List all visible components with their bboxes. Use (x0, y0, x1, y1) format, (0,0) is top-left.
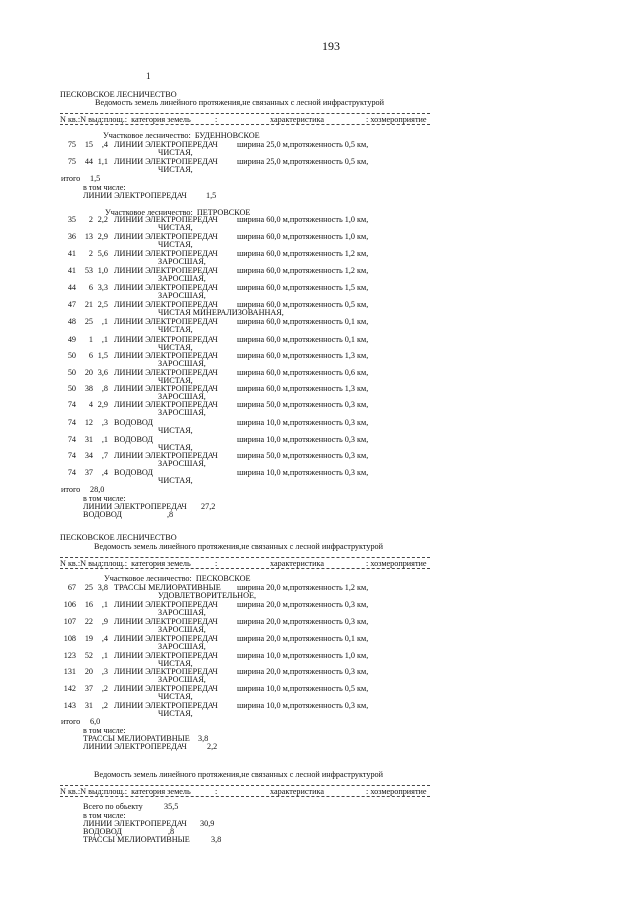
object-total-label: Всего по обьекту (83, 802, 143, 811)
included-name: ЛИНИИ ЭЛЕКТРОПЕРЕДАЧ (83, 742, 187, 751)
row-area: 2,5 (97, 300, 108, 309)
row-characteristic: ширина 60,0 м,протяженность 1,2 км, (237, 266, 369, 275)
row-category: ЛИНИИ ЭЛЕКТРОПЕРЕДАЧ (114, 215, 218, 224)
row-characteristic: ширина 25,0 м,протяженность 0,5 км, (237, 140, 369, 149)
row-vydel: 25 (84, 317, 93, 326)
row-kvartal: 131 (63, 667, 76, 676)
row-kvartal: 142 (63, 684, 76, 693)
included-value: ,8 (168, 827, 175, 836)
row-characteristic: ширина 60,0 м,протяженность 0,5 км, (237, 300, 369, 309)
row-condition: ЗАРОСШАЯ, (158, 625, 206, 634)
row-characteristic: ширина 60,0 м,протяженность 0,6 км, (237, 368, 369, 377)
row-vydel: 20 (84, 368, 93, 377)
row-category: ЛИНИИ ЭЛЕКТРОПЕРЕДАЧ (114, 651, 218, 660)
row-category: ЛИНИИ ЭЛЕКТРОПЕРЕДАЧ (114, 684, 218, 693)
row-condition: ЗАРОСШАЯ, (158, 274, 206, 283)
row-category: ЛИНИИ ЭЛЕКТРОПЕРЕДАЧ (114, 384, 218, 393)
row-area: 2,9 (97, 400, 108, 409)
statement-title: Ведомость земель линейного протяжения,не связанных с лесной инфраструктурой (95, 98, 385, 107)
row-vydel: 20 (84, 667, 93, 676)
row-condition: ЧИСТАЯ, (158, 325, 193, 334)
row-category: ЛИНИИ ЭЛЕКТРОПЕРЕДАЧ (114, 451, 218, 460)
row-area: 3,8 (97, 583, 108, 592)
header-col-characteristic: характеристика (270, 559, 324, 568)
row-kvartal: 75 (67, 157, 76, 166)
row-category: ЛИНИИ ЭЛЕКТРОПЕРЕДАЧ (114, 617, 218, 626)
total-label: итого (61, 717, 81, 726)
row-kvartal: 35 (67, 215, 76, 224)
row-kvartal: 143 (63, 701, 76, 710)
row-kvartal: 50 (67, 368, 76, 377)
row-condition: УДОВЛЕТВОРИТЕЛЬНОЕ, (158, 591, 257, 600)
row-characteristic: ширина 60,0 м,протяженность 1,3 км, (237, 351, 369, 360)
row-category: ЛИНИИ ЭЛЕКТРОПЕРЕДАЧ (114, 157, 218, 166)
row-vydel: 21 (84, 300, 93, 309)
row-characteristic: ширина 10,0 м,протяженность 0,3 км, (237, 418, 369, 427)
row-condition: ЧИСТАЯ, (158, 376, 193, 385)
included-name: ВОДОВОД (83, 827, 123, 836)
row-category: ЛИНИИ ЭЛЕКТРОПЕРЕДАЧ (114, 300, 218, 309)
included-label: в том числе: (83, 726, 126, 735)
row-characteristic: ширина 60,0 м,протяженность 1,0 км, (237, 215, 369, 224)
row-vydel: 52 (84, 651, 93, 660)
row-category: ЛИНИИ ЭЛЕКТРОПЕРЕДАЧ (114, 400, 218, 409)
row-vydel: 19 (84, 634, 93, 643)
row-area: ,9 (101, 617, 108, 626)
row-characteristic: ширина 60,0 м,протяженность 0,1 км, (237, 335, 369, 344)
row-area: ,7 (101, 451, 108, 460)
dashed-rule (60, 124, 430, 125)
row-characteristic: ширина 60,0 м,протяженность 1,5 км, (237, 283, 369, 292)
included-value: 3,8 (198, 734, 209, 743)
row-area: 2,9 (97, 232, 108, 241)
row-category: ЛИНИИ ЭЛЕКТРОПЕРЕДАЧ (114, 317, 218, 326)
row-category: ЛИНИИ ЭЛЕКТРОПЕРЕДАЧ (114, 368, 218, 377)
row-characteristic: ширина 60,0 м,протяженность 1,0 км, (237, 232, 369, 241)
dashed-rule (60, 557, 430, 558)
included-value: 30,9 (200, 819, 215, 828)
row-condition: ЧИСТАЯ, (158, 426, 193, 435)
row-condition: ЧИСТАЯ, (158, 709, 193, 718)
dashed-rule (60, 785, 430, 786)
row-area: ,2 (101, 684, 108, 693)
row-category: ЛИНИИ ЭЛЕКТРОПЕРЕДАЧ (114, 283, 218, 292)
row-area: ,1 (101, 335, 108, 344)
row-characteristic: ширина 10,0 м,протяженность 0,3 км, (237, 435, 369, 444)
row-category: ВОДОВОД (114, 435, 154, 444)
row-kvartal: 74 (67, 400, 76, 409)
row-vydel: 22 (84, 617, 93, 626)
header-col-characteristic: характеристика (270, 115, 324, 124)
included-value: ,8 (167, 510, 174, 519)
row-category: ЛИНИИ ЭЛЕКТРОПЕРЕДАЧ (114, 335, 218, 344)
row-condition: ЧИСТАЯ, (158, 476, 193, 485)
total-value: 28,0 (90, 485, 105, 494)
header-separator: : (215, 787, 218, 796)
included-name: ТРАССЫ МЕЛИОРАТИВНЫЕ (83, 734, 190, 743)
row-condition: ЗАРОСШАЯ, (158, 257, 206, 266)
row-category: ЛИНИИ ЭЛЕКТРОПЕРЕДАЧ (114, 701, 218, 710)
row-condition: ЧИСТАЯ, (158, 165, 193, 174)
row-characteristic: ширина 50,0 м,протяженность 0,3 км, (237, 400, 369, 409)
included-value: 3,8 (211, 835, 222, 844)
statement-title: Ведомость земель линейного протяжения,не связанных с лесной инфраструктурой (94, 542, 384, 551)
included-value: 27,2 (201, 502, 216, 511)
row-condition: ЗАРОСШАЯ, (158, 459, 206, 468)
row-area: 1,5 (97, 351, 108, 360)
row-kvartal: 74 (67, 451, 76, 460)
row-condition: ЗАРОСШАЯ, (158, 642, 206, 651)
row-kvartal: 41 (67, 249, 76, 258)
forestry-name: ПЕСКОВСКОЕ ЛЕСНИЧЕСТВО (60, 533, 177, 542)
row-vydel: 13 (84, 232, 93, 241)
row-area: ,1 (101, 651, 108, 660)
row-kvartal: 106 (63, 600, 76, 609)
row-condition: ЧИСТАЯ, (158, 343, 193, 352)
row-characteristic: ширина 25,0 м,протяженность 0,5 км, (237, 157, 369, 166)
statement-title: Ведомость земель линейного протяжения,не связанных с лесной инфраструктурой (94, 770, 384, 779)
total-value: 6,0 (90, 717, 101, 726)
page-number: 193 (322, 39, 340, 53)
row-characteristic: ширина 10,0 м,протяженность 0,5 км, (237, 684, 369, 693)
row-vydel: 37 (84, 684, 93, 693)
header-separator: : (215, 115, 218, 124)
row-characteristic: ширина 20,0 м,протяженность 0,3 км, (237, 617, 369, 626)
row-vydel: 6 (88, 351, 93, 360)
row-vydel: 38 (84, 384, 93, 393)
row-area: ,1 (101, 317, 108, 326)
row-area: 5,6 (97, 249, 108, 258)
row-category: ЛИНИИ ЭЛЕКТРОПЕРЕДАЧ (114, 667, 218, 676)
row-condition: ЗАРОСШАЯ, (158, 291, 206, 300)
row-characteristic: ширина 10,0 м,протяженность 0,3 км, (237, 468, 369, 477)
row-category: ЛИНИИ ЭЛЕКТРОПЕРЕДАЧ (114, 249, 218, 258)
row-vydel: 34 (84, 451, 93, 460)
row-condition: ЗАРОСШАЯ, (158, 408, 206, 417)
row-category: ЛИНИИ ЭЛЕКТРОПЕРЕДАЧ (114, 351, 218, 360)
row-kvartal: 108 (63, 634, 76, 643)
row-kvartal: 67 (67, 583, 76, 592)
header-col-category: N кв.:N выд:площ.: категория земель (60, 115, 191, 124)
total-value: 1,5 (90, 174, 101, 183)
row-vydel: 31 (84, 435, 93, 444)
row-characteristic: ширина 20,0 м,протяженность 0,1 км, (237, 634, 369, 643)
row-category: ЛИНИИ ЭЛЕКТРОПЕРЕДАЧ (114, 266, 218, 275)
header-col-characteristic: характеристика (270, 787, 324, 796)
row-kvartal: 49 (67, 335, 76, 344)
row-vydel: 16 (84, 600, 93, 609)
row-vydel: 4 (88, 400, 93, 409)
dashed-rule (60, 796, 430, 797)
row-kvartal: 44 (67, 283, 76, 292)
row-vydel: 6 (88, 283, 93, 292)
included-name: ЛИНИИ ЭЛЕКТРОПЕРЕДАЧ (83, 191, 187, 200)
row-area: 2,2 (97, 215, 108, 224)
row-category: ВОДОВОД (114, 468, 154, 477)
header-col-category: N кв.:N выд:площ.: категория земель (60, 787, 191, 796)
row-characteristic: ширина 20,0 м,протяженность 0,3 км, (237, 667, 369, 676)
row-area: ,4 (101, 468, 108, 477)
row-condition: ЧИСТАЯ, (158, 659, 193, 668)
row-area: 3,3 (97, 283, 108, 292)
row-vydel: 37 (84, 468, 93, 477)
row-condition: ЗАРОСШАЯ, (158, 608, 206, 617)
row-characteristic: ширина 10,0 м,протяженность 1,0 км, (237, 651, 369, 660)
row-condition: ЧИСТАЯ, (158, 148, 193, 157)
included-label: в том числе: (83, 183, 126, 192)
row-vydel: 1 (88, 335, 93, 344)
row-area: ,1 (101, 600, 108, 609)
row-characteristic: ширина 10,0 м,протяженность 0,3 км, (237, 701, 369, 710)
row-kvartal: 74 (67, 435, 76, 444)
district-name: Участковое лесничество: ПЕСКОВСКОЕ (104, 574, 251, 583)
row-area: 1,0 (97, 266, 108, 275)
header-col-activity: : хозмероприятие (366, 115, 427, 124)
included-name: ЛИНИИ ЭЛЕКТРОПЕРЕДАЧ (83, 502, 187, 511)
row-area: ,2 (101, 701, 108, 710)
row-vydel: 31 (84, 701, 93, 710)
row-area: ,8 (101, 384, 108, 393)
header-col-activity: : хозмероприятие (366, 787, 427, 796)
total-label: итого (61, 174, 81, 183)
row-category: ЛИНИИ ЭЛЕКТРОПЕРЕДАЧ (114, 600, 218, 609)
row-category: ВОДОВОД (114, 418, 154, 427)
dashed-rule (60, 113, 430, 114)
included-name: ТРАССЫ МЕЛИОРАТИВНЫЕ (83, 835, 190, 844)
row-characteristic: ширина 60,0 м,протяженность 1,3 км, (237, 384, 369, 393)
row-characteristic: ширина 60,0 м,протяженность 1,2 км, (237, 249, 369, 258)
row-kvartal: 50 (67, 351, 76, 360)
row-vydel: 25 (84, 583, 93, 592)
district-name: Участковое лесничество: БУДЕННОВСКОЕ (103, 131, 260, 140)
row-condition: ЗАРОСШАЯ, (158, 359, 206, 368)
row-vydel: 44 (84, 157, 93, 166)
row-category: ТРАССЫ МЕЛИОРАТИВНЫЕ (114, 583, 221, 592)
row-kvartal: 36 (67, 232, 76, 241)
row-kvartal: 74 (67, 468, 76, 477)
header-col-category: N кв.:N выд:площ.: категория земель (60, 559, 191, 568)
object-total-value: 35,5 (164, 802, 179, 811)
row-vydel: 2 (88, 249, 93, 258)
dashed-rule (60, 568, 430, 569)
row-characteristic: ширина 50,0 м,протяженность 0,3 км, (237, 451, 369, 460)
included-label: в том числе: (83, 811, 126, 820)
row-condition: ЧИСТАЯ, (158, 692, 193, 701)
included-name: ВОДОВОД (83, 510, 123, 519)
row-area: 3,6 (97, 368, 108, 377)
row-kvartal: 50 (67, 384, 76, 393)
row-area: ,3 (101, 667, 108, 676)
row-area: ,4 (101, 634, 108, 643)
forestry-name: ПЕСКОВСКОЕ ЛЕСНИЧЕСТВО (60, 90, 177, 99)
row-kvartal: 47 (67, 300, 76, 309)
row-condition: ЧИСТАЯ, (158, 240, 193, 249)
row-vydel: 2 (88, 215, 93, 224)
row-condition: ЧИСТАЯ, (158, 223, 193, 232)
row-kvartal: 41 (67, 266, 76, 275)
included-label: в том числе: (83, 494, 126, 503)
row-condition: ЗАРОСШАЯ, (158, 675, 206, 684)
row-characteristic: ширина 60,0 м,протяженность 0,1 км, (237, 317, 369, 326)
row-area: 1,1 (97, 157, 108, 166)
row-kvartal: 74 (67, 418, 76, 427)
row-kvartal: 48 (67, 317, 76, 326)
district-name: Участковое лесничество: ПЕТРОВСКОЕ (105, 208, 251, 217)
included-value: 1,5 (206, 191, 217, 200)
header-separator: : (215, 559, 218, 568)
row-condition: ЗАРОСШАЯ, (158, 392, 206, 401)
header-col-activity: : хозмероприятие (366, 559, 427, 568)
row-vydel: 12 (84, 418, 93, 427)
row-kvartal: 75 (67, 140, 76, 149)
row-area: ,4 (101, 140, 108, 149)
row-area: ,1 (101, 435, 108, 444)
included-name: ЛИНИИ ЭЛЕКТРОПЕРЕДАЧ (83, 819, 187, 828)
row-area: ,3 (101, 418, 108, 427)
row-condition: ЧИСТАЯ МИНЕРАЛИЗОВАННАЯ, (158, 308, 284, 317)
included-value: 2,2 (207, 742, 218, 751)
row-vydel: 15 (84, 140, 93, 149)
top-mark: 1 (146, 71, 151, 81)
row-kvartal: 107 (63, 617, 76, 626)
row-characteristic: ширина 20,0 м,протяженность 0,3 км, (237, 600, 369, 609)
row-kvartal: 123 (63, 651, 76, 660)
row-category: ЛИНИИ ЭЛЕКТРОПЕРЕДАЧ (114, 140, 218, 149)
total-label: итого (61, 485, 81, 494)
row-category: ЛИНИИ ЭЛЕКТРОПЕРЕДАЧ (114, 634, 218, 643)
row-category: ЛИНИИ ЭЛЕКТРОПЕРЕДАЧ (114, 232, 218, 241)
row-vydel: 53 (84, 266, 93, 275)
row-characteristic: ширина 20,0 м,протяженность 1,2 км, (237, 583, 369, 592)
row-condition: ЧИСТАЯ, (158, 443, 193, 452)
